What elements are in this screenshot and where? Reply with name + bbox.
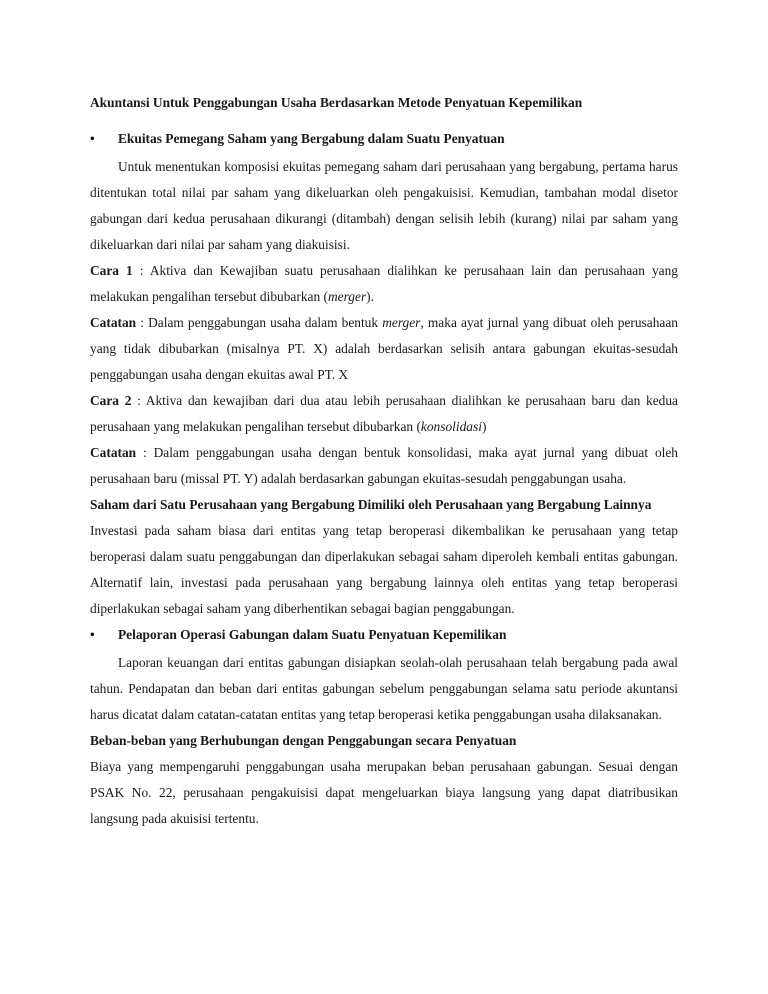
- section-heading-saham: Saham dari Satu Perusahaan yang Bergabung Dimiliki oleh Perusahaan yang Bergabung Lainnya: [90, 497, 652, 512]
- catatan-1-term: merger: [382, 315, 421, 330]
- paragraph-beban: Biaya yang mempengaruhi penggabungan usaha merupakan beban perusahaan gabungan. Sesuai dengan PSAK No. 22, perusahaan pengakuisisi dapat mengeluarkan biaya langsung yang dapat diatribusikan langsung pada akuisisi tertentu.: [90, 759, 678, 826]
- section-heading-ekuitas: [90, 126, 678, 152]
- bullet-icon: •: [90, 627, 95, 642]
- paragraph-saham: Investasi pada saham biasa dari entitas yang tetap beroperasi dikembalikan ke perusahaan yang tetap beroperasi dalam suatu penggabungan dan diperlakukan sebagai saham diperoleh kembali entitas gabungan. Alternatif lain, investasi pada perusahaan yang bergabung lainnya oleh entitas yang tetap beroperasi diperlakukan sebagai saham yang diberhentikan sebagai bagian penggabungan.: [90, 523, 678, 616]
- catatan-1-text-b: , maka ayat jurnal yang dibuat oleh perusahaan yang tidak dibubarkan (misalnya PT. X) adalah berdasarkan selisih antara gabungan ekuitas-sesudah penggabungan usaha dengan ekuitas awal PT. X: [90, 315, 678, 382]
- catatan-1-text-a: : Dalam penggabungan usaha dalam bentuk: [136, 315, 383, 330]
- catatan-1-label: Catatan: [90, 315, 137, 330]
- section-heading-text: Pelaporan Operasi Gabungan dalam Suatu Penyatuan Kepemilikan: [118, 627, 507, 642]
- cara-1-end: ).: [366, 289, 374, 304]
- bullet-icon: •: [90, 131, 95, 146]
- cara-1-term: merger: [327, 289, 367, 304]
- cara-2-text: : Aktiva dan kewajiban dari dua atau lebih perusahaan dialihkan ke perusahaan baru dan kedua perusahaan yang melakukan pengalihan tersebut dibubarkan (: [90, 393, 678, 434]
- paragraph-ekuitas: Untuk menentukan komposisi ekuitas pemegang saham dari perusahaan yang bergabung, pertama harus ditentukan total nilai par saham yang dikeluarkan oleh pengakuisisi. Kemudian, tambahan modal disetor gabungan dari kedua perusahaan dikurangi (ditambah) dengan selisih lebih (kurang) nilai par saham yang dikeluarkan dari nilai par saham yang diakuisisi.: [90, 159, 678, 252]
- cara-2-paragraph: [90, 388, 678, 440]
- catatan-2-paragraph: [90, 440, 678, 492]
- cara-2-label: Cara 2: [90, 393, 132, 408]
- section-heading-text: Ekuitas Pemegang Saham yang Bergabung dalam Suatu Penyatuan: [118, 131, 505, 146]
- catatan-1-paragraph: [90, 310, 678, 388]
- section-heading-pelaporan: [90, 622, 678, 648]
- cara-1-paragraph: [90, 258, 678, 310]
- paragraph-pelaporan: Laporan keuangan dari entitas gabungan disiapkan seolah-olah perusahaan telah bergabung pada awal tahun. Pendapatan dan beban dari entitas gabungan sebelum penggabungan selama satu periode akuntansi harus dicatat dalam catatan-catatan entitas yang tetap beroperasi ketika penggabungan usaha dilaksanakan.: [90, 655, 678, 722]
- cara-2-term: konsolidasi: [420, 419, 482, 434]
- section-heading-beban: Beban-beban yang Berhubungan dengan Penggabungan secara Penyatuan: [90, 733, 517, 748]
- document-body: [90, 90, 678, 832]
- catatan-2-text: : Dalam penggabungan usaha dengan bentuk konsolidasi, maka ayat jurnal yang dibuat oleh perusahaan baru (missal PT. Y) adalah berdasarkan gabungan ekuitas-sesudah penggabungan usaha.: [90, 445, 678, 486]
- cara-2-end: ): [481, 419, 487, 434]
- cara-1-text: : Aktiva dan Kewajiban suatu perusahaan dialihkan ke perusahaan lain dan perusahaan yang melakukan pengalihan tersebut dibubarkan (: [90, 263, 678, 304]
- document-title: Akuntansi Untuk Penggabungan Usaha Berdasarkan Metode Penyatuan Kepemilikan: [90, 95, 583, 110]
- cara-1-label: Cara 1: [90, 263, 133, 278]
- catatan-2-label: Catatan: [90, 445, 137, 460]
